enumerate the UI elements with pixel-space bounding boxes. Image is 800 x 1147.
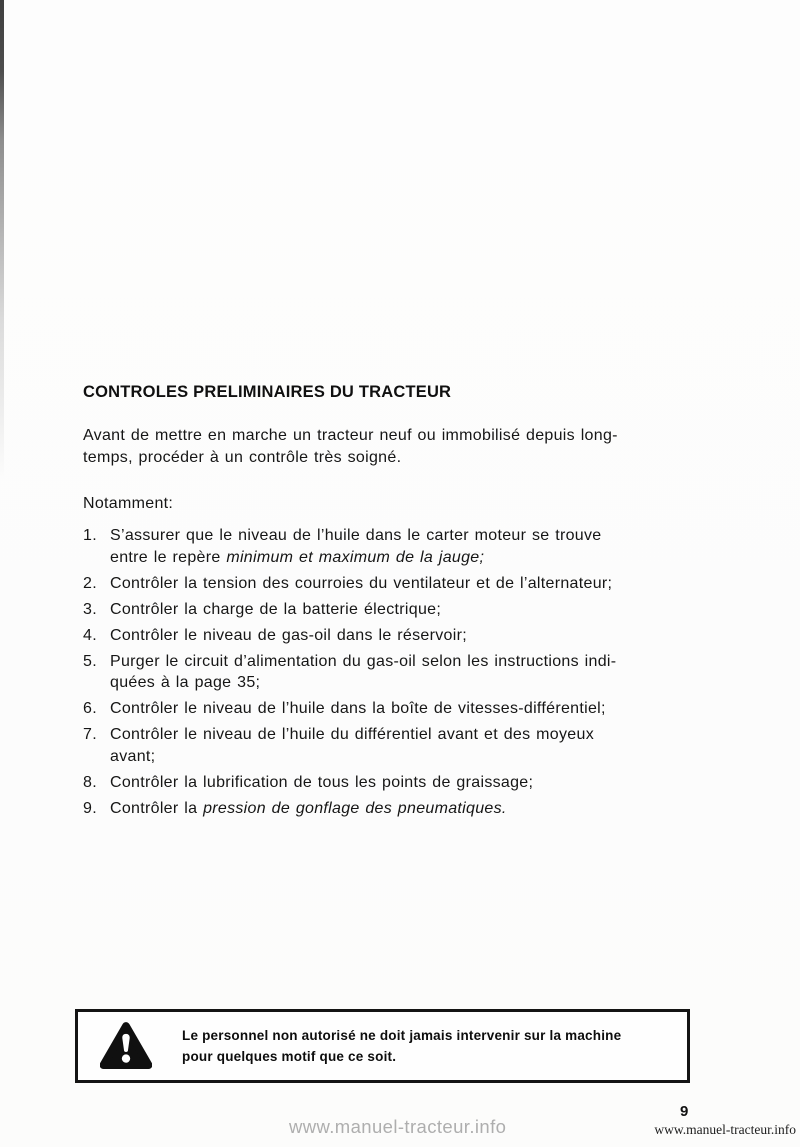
item-line: entre le repère minimum et maximum de la jauge; xyxy=(110,548,485,566)
item-text xyxy=(110,772,533,794)
intro-paragraph xyxy=(83,425,709,468)
item-text xyxy=(110,798,507,820)
item-number: 7. xyxy=(83,726,97,743)
item-line: Contrôler le niveau de l’huile dans la boîte de vitesses-différentiel; xyxy=(110,700,606,717)
checklist-item xyxy=(83,772,709,794)
list-heading: Notamment: xyxy=(83,495,174,512)
item-number: 8. xyxy=(83,773,97,791)
item-number: 4. xyxy=(83,626,97,644)
warning-triangle-icon xyxy=(100,1021,152,1071)
item-number: 2. xyxy=(83,574,97,592)
checklist-item xyxy=(83,573,709,595)
item-text xyxy=(110,651,616,694)
warning-line: pour quelques motif que ce soit. xyxy=(182,1049,397,1064)
preliminary-checklist xyxy=(83,525,709,819)
warning-line: Le personnel non autorisé ne doit jamais intervenir sur la machine xyxy=(182,1028,622,1043)
checklist-item xyxy=(83,724,709,767)
checklist-item xyxy=(83,599,709,621)
item-number: 1. xyxy=(83,527,97,544)
page-content xyxy=(83,384,709,824)
page-number: 9 xyxy=(680,1103,689,1120)
item-line: avant; xyxy=(110,747,156,765)
warning-box xyxy=(75,1009,690,1083)
item-text xyxy=(110,625,467,647)
checklist-item xyxy=(83,798,709,820)
page-title: CONTROLES PRELIMINAIRES DU TRACTEUR xyxy=(83,383,452,401)
item-line: Purger le circuit d’alimentation du gas-oil selon les instructions indi- xyxy=(110,652,617,670)
intro-line: Avant de mettre en marche un tracteur neuf ou immobilisé depuis long- xyxy=(83,427,618,444)
item-line: quées à la page 35; xyxy=(110,674,261,691)
warning-text xyxy=(182,1025,621,1067)
item-line: S’assurer que le niveau de l’huile dans le carter moteur se trouve xyxy=(110,527,602,544)
watermark-right: www.manuel-tracteur.info xyxy=(654,1122,796,1137)
item-line: Contrôler la tension des courroies du ventilateur et de l’alternateur; xyxy=(110,574,613,592)
item-number: 5. xyxy=(83,652,97,670)
checklist-item xyxy=(83,651,709,694)
checklist-item xyxy=(83,625,709,647)
watermark-center: www.manuel-tracteur.info xyxy=(289,1116,507,1137)
item-line: Contrôler le niveau de l’huile du différentiel avant et des moyeux xyxy=(110,726,595,743)
item-text xyxy=(110,698,606,720)
item-text xyxy=(110,573,612,595)
item-line: Contrôler le niveau de gas-oil dans le réservoir; xyxy=(110,626,467,644)
item-text xyxy=(110,525,602,568)
checklist-item xyxy=(83,525,709,568)
intro-line: temps, procéder à un contrôle très soigné. xyxy=(83,448,402,466)
item-number: 9. xyxy=(83,799,97,817)
item-line: Contrôler la lubrification de tous les points de graissage; xyxy=(110,773,534,791)
item-text xyxy=(110,724,594,767)
item-number: 6. xyxy=(83,700,97,717)
item-line: Contrôler la pression de gonflage des pneumatiques. xyxy=(110,799,507,817)
checklist-item xyxy=(83,698,709,720)
item-text xyxy=(110,599,441,621)
scan-edge-artifact xyxy=(0,0,4,480)
item-number: 3. xyxy=(83,600,97,618)
item-line: Contrôler la charge de la batterie électrique; xyxy=(110,600,442,618)
